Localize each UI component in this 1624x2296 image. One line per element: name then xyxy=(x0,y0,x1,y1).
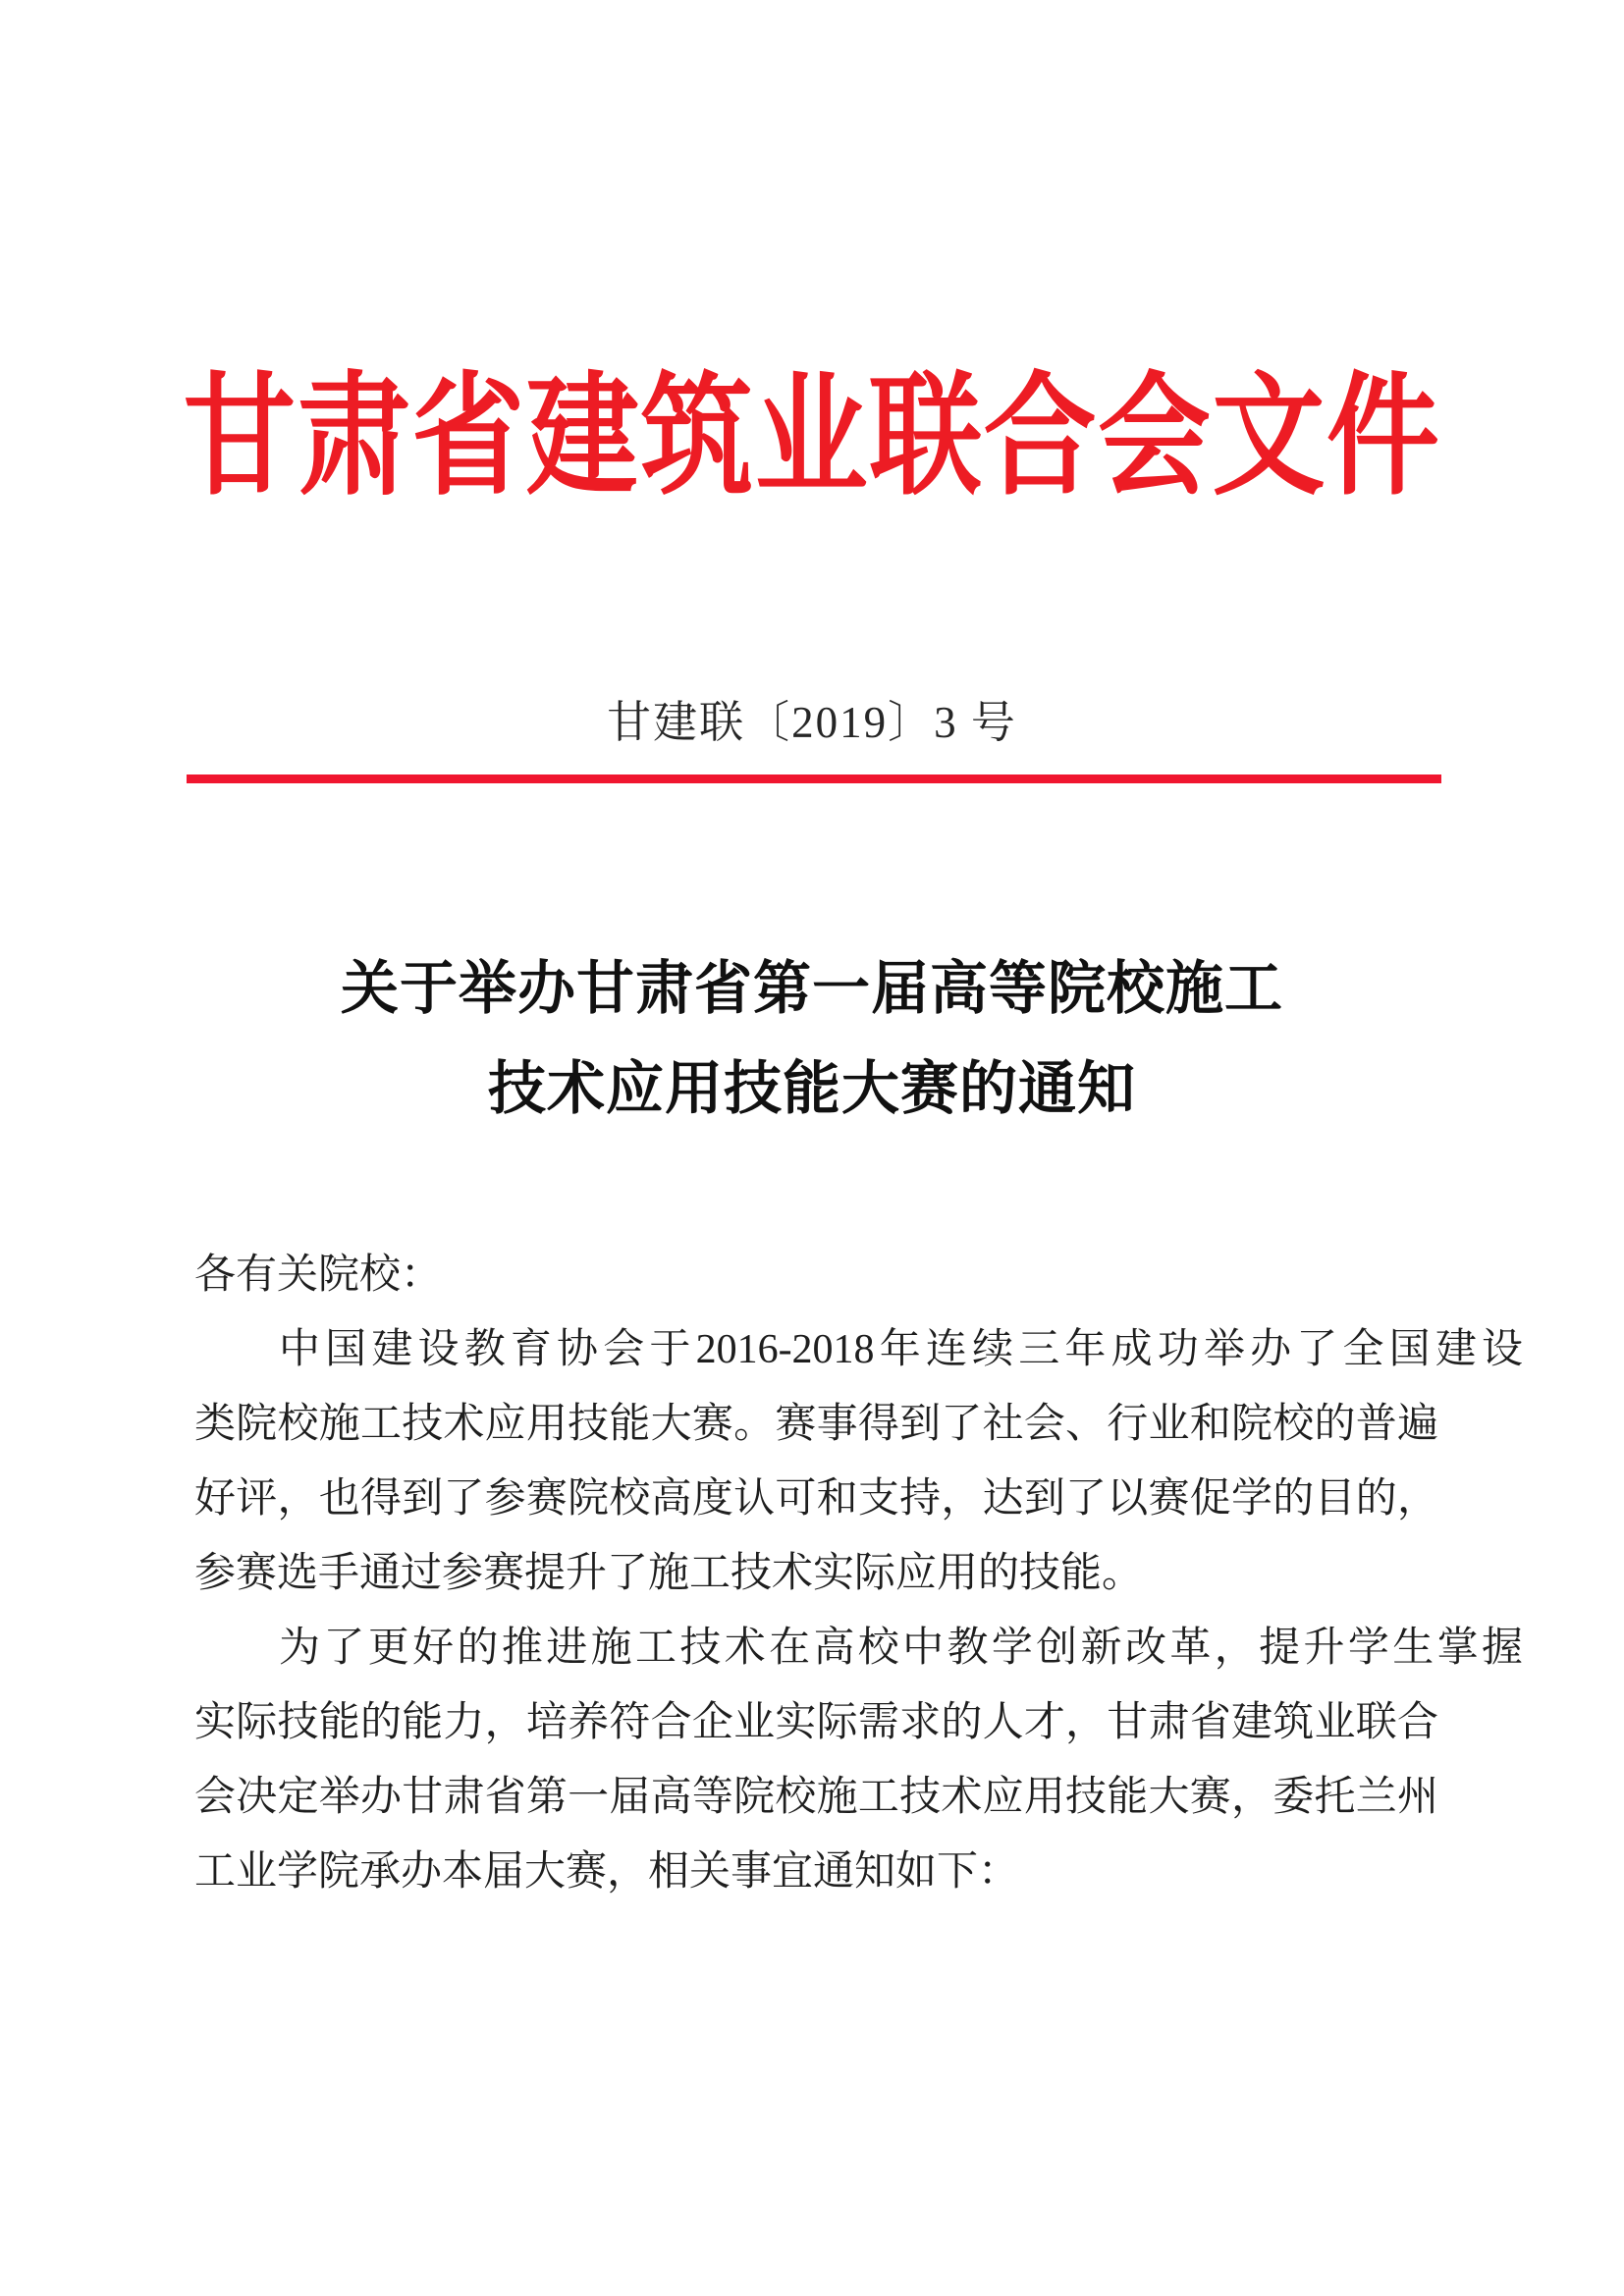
paragraph-1-line-2: 类院校施工技术应用技能大赛。赛事得到了社会、行业和院校的普遍 xyxy=(194,1402,1438,1447)
document-body xyxy=(194,1238,1523,1909)
document-number: 甘建联〔2019〕3 号 xyxy=(607,698,1017,747)
red-divider-rule xyxy=(187,774,1441,783)
paragraph-2-line-4: 工业学院承办本届大赛，相关事宜通知如下： xyxy=(194,1849,1020,1895)
org-document-header: 甘肃省建筑业联合会文件 xyxy=(183,365,1441,511)
paragraph-1-line-4: 参赛选手通过参赛提升了施工技术实际应用的技能。 xyxy=(194,1551,1144,1596)
paragraph-2-line-3: 会决定举办甘肃省第一届高等院校施工技术应用技能大赛，委托兰州 xyxy=(194,1775,1438,1820)
paragraph-2-line-1: 为了更好的推进施工技术在高校中教学创新改革，提升学生掌握 xyxy=(279,1626,1523,1671)
document-title-line-2: 技术应用技能大赛的通知 xyxy=(487,1056,1136,1121)
paragraph-2-line-2: 实际技能的能力，培养符合企业实际需求的人才，甘肃省建筑业联合 xyxy=(194,1700,1438,1745)
paragraph-1-line-1: 中国建设教育协会于2016-2018年连续三年成功举办了全国建设 xyxy=(279,1327,1523,1372)
paragraph-1-line-3: 好评，也得到了参赛院校高度认可和支持，达到了以赛促学的目的， xyxy=(194,1476,1438,1522)
document-title-line-1: 关于举办甘肃省第一届高等院校施工 xyxy=(340,956,1283,1021)
document-title xyxy=(0,938,1624,1139)
salutation-line: 各有关院校： xyxy=(194,1253,443,1298)
